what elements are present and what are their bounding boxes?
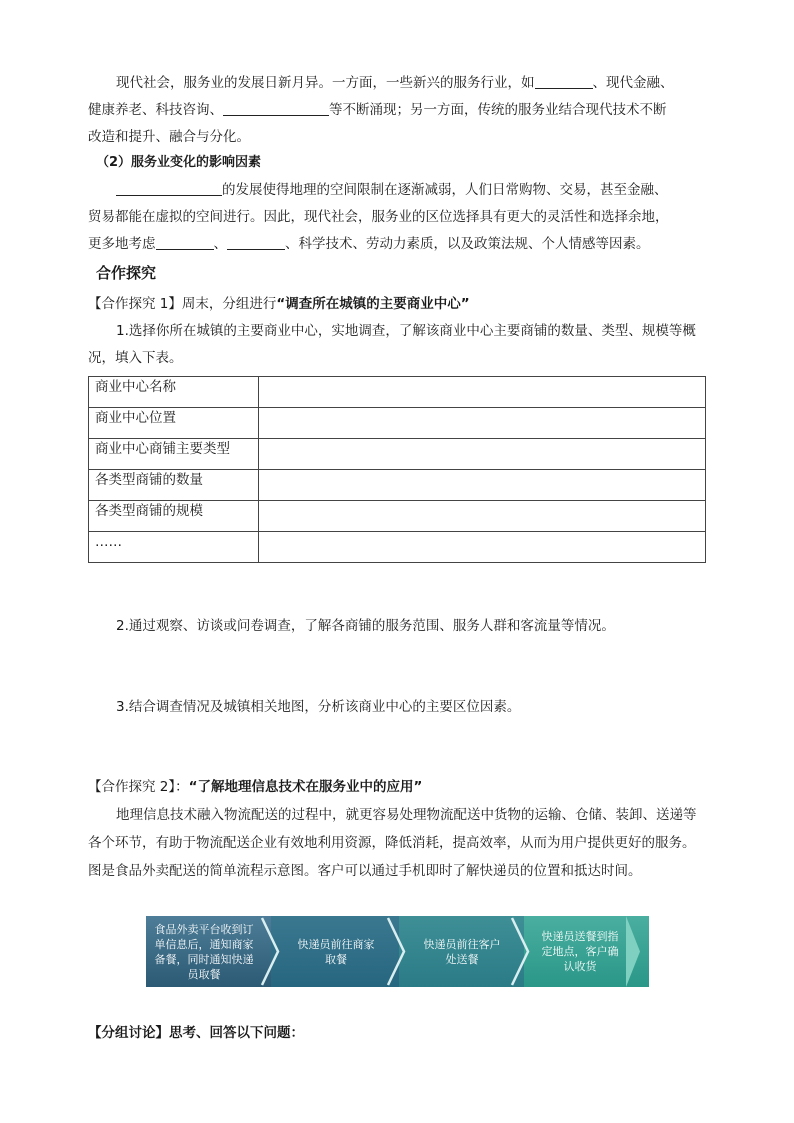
table-row-value[interactable] bbox=[259, 439, 706, 470]
intro-text-1: 现代社会，服务业的发展日新月异。一方面，一些新兴的服务行业，如 bbox=[116, 75, 535, 91]
table-row-label: 商业中心位置 bbox=[89, 408, 259, 439]
table-row-value[interactable] bbox=[259, 470, 706, 501]
chevron-right-icon bbox=[626, 916, 648, 987]
intro-paragraph-line2 bbox=[88, 97, 708, 124]
table-row-value[interactable] bbox=[259, 501, 706, 532]
task-2-heading bbox=[88, 774, 708, 801]
question-1: 1.选择你所在城镇的主要商业中心，实地调查，了解该商业中心主要商铺的数量、类型、规模等概况，填入下表。 bbox=[88, 323, 696, 366]
task-2-prefix: 【合作探究 2】： bbox=[88, 779, 189, 795]
table-row-label: 各类型商铺的数量 bbox=[89, 470, 259, 501]
task-1-heading bbox=[88, 291, 708, 318]
task-1-prefix: 【合作探究 1】周末，分组进行 bbox=[88, 296, 277, 312]
flow-step-3: 快递员前往客户处送餐 bbox=[423, 937, 501, 966]
section-2-line1 bbox=[88, 177, 708, 204]
table-row bbox=[89, 470, 706, 501]
flow-step-1: 食品外卖平台收到订单信息后，通知商家备餐，同时通知快递员取餐 bbox=[154, 922, 254, 981]
section-2-text-3: 更多地考虑 bbox=[88, 236, 156, 252]
question-3: 3.结合调查情况及城镇相关地图，分析该商业中心的主要区位因素。 bbox=[116, 699, 521, 715]
table-row bbox=[89, 377, 706, 408]
coop-heading: 合作探究 bbox=[96, 264, 157, 282]
table-row-value[interactable] bbox=[259, 408, 706, 439]
table-row-label: …… bbox=[89, 532, 259, 563]
section-2-line2 bbox=[88, 204, 708, 231]
intro-paragraph bbox=[88, 70, 708, 97]
task-1-title: “调查所在城镇的主要商业中心” bbox=[276, 296, 470, 312]
intro-text-2: 、现代金融、 bbox=[592, 75, 674, 91]
intro-text-4: 等不断涌现；另一方面，传统的服务业结合现代技术不断 bbox=[329, 102, 667, 118]
table-row-value[interactable] bbox=[259, 532, 706, 563]
table-row bbox=[89, 532, 706, 563]
intro-paragraph-line3 bbox=[88, 124, 708, 151]
section-2-text-5: 、科学技术、劳动力素质，以及政策法规、个人情感等因素。 bbox=[285, 236, 650, 252]
section-2-text-4: 、 bbox=[213, 236, 227, 252]
section-2-title: （2）服务业变化的影响因素 bbox=[96, 155, 262, 170]
blank-5[interactable] bbox=[227, 233, 285, 250]
intro-text-5: 改造和提升、融合与分化。 bbox=[88, 129, 250, 145]
table-row-label: 商业中心商铺主要类型 bbox=[89, 439, 259, 470]
table-row bbox=[89, 408, 706, 439]
section-2-text-1: 的发展使得地理的空间限制在逐渐减弱，人们日常购物、交易，甚至金融、 bbox=[222, 182, 668, 198]
table-row-label: 商业中心名称 bbox=[89, 377, 259, 408]
blank-1[interactable] bbox=[535, 72, 593, 89]
section-2-text-2: 贸易都能在虚拟的空间进行。因此，现代社会，服务业的区位选择具有更大的灵活性和选择余地， bbox=[88, 209, 669, 225]
section-2-line3 bbox=[88, 231, 708, 258]
table-row bbox=[89, 501, 706, 532]
blank-4[interactable] bbox=[156, 233, 214, 250]
chevron-right-icon bbox=[386, 916, 408, 987]
table-row-label: 各类型商铺的规模 bbox=[89, 501, 259, 532]
chevron-right-icon bbox=[260, 916, 282, 987]
task-2-text: 地理信息技术融入物流配送的过程中，就更容易处理物流配送中货物的运输、仓储、装卸、送递等各个环节，有助于物流配送企业有效地利用资源，降低消耗，提高效率，从而为用户提供更好的服务。图是食品外卖配送的简单流程示意图。客户可以通过手机即时了解快递员的位置和抵达时间。 bbox=[88, 807, 697, 879]
group-discussion: 【分组讨论】思考、回答以下问题： bbox=[88, 1025, 304, 1041]
task-2-title: “了解地理信息技术在服务业中的应用” bbox=[188, 779, 423, 795]
survey-table bbox=[88, 376, 706, 563]
table-row-value[interactable] bbox=[259, 377, 706, 408]
delivery-flow-diagram bbox=[146, 916, 649, 987]
blank-3[interactable] bbox=[116, 179, 222, 196]
flow-step-2: 快递员前往商家取餐 bbox=[297, 937, 375, 966]
blank-2[interactable] bbox=[223, 99, 329, 116]
table-row bbox=[89, 439, 706, 470]
chevron-right-icon bbox=[510, 916, 532, 987]
question-2: 2.通过观察、访谈或问卷调查，了解各商铺的服务范围、服务人群和客流量等情况。 bbox=[116, 618, 615, 634]
intro-text-3: 健康养老、科技咨询、 bbox=[88, 102, 223, 118]
flow-step-4: 快递员送餐到指定地点，客户确认收货 bbox=[541, 930, 619, 973]
